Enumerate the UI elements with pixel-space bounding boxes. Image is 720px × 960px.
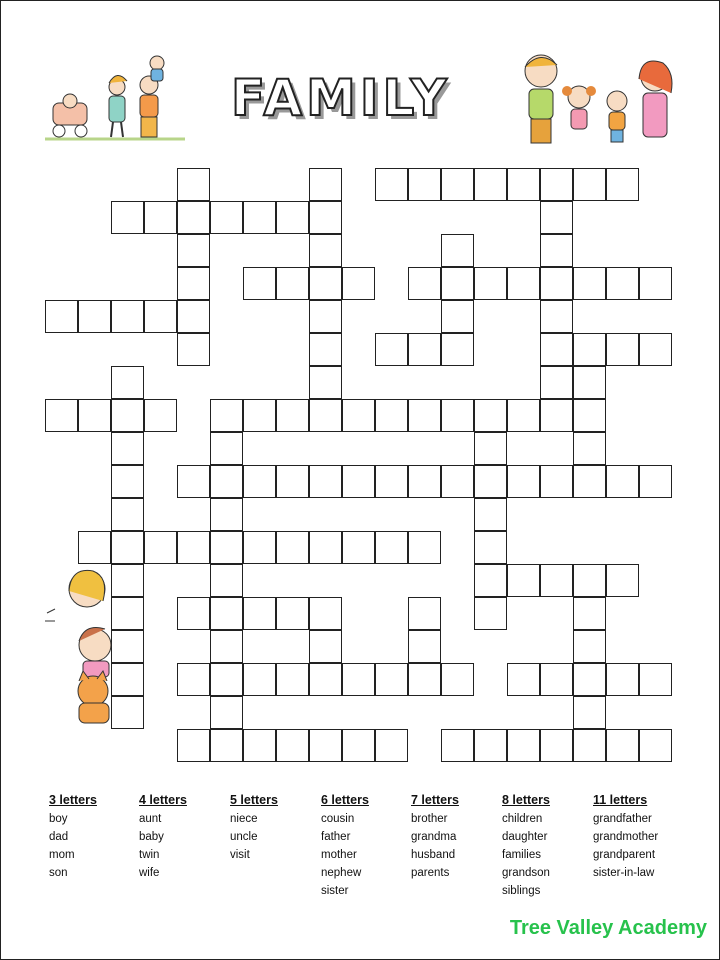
crossword-cell[interactable]: [441, 663, 474, 696]
crossword-cell[interactable]: [474, 531, 507, 564]
crossword-cell[interactable]: [408, 333, 441, 366]
crossword-cell[interactable]: [210, 531, 243, 564]
crossword-cell[interactable]: [210, 564, 243, 597]
crossword-cell[interactable]: [276, 597, 309, 630]
crossword-cell[interactable]: [573, 333, 606, 366]
crossword-cell[interactable]: [408, 630, 441, 663]
crossword-cell[interactable]: [441, 300, 474, 333]
crossword-cell[interactable]: [408, 399, 441, 432]
crossword-cell[interactable]: [243, 597, 276, 630]
crossword-cell[interactable]: [342, 729, 375, 762]
crossword-cell[interactable]: [78, 399, 111, 432]
crossword-cell[interactable]: [276, 201, 309, 234]
word-bank-word: cousin: [321, 813, 355, 825]
word-bank-heading: 3 letters: [49, 793, 97, 807]
crossword-cell[interactable]: [441, 267, 474, 300]
word-bank-word: dad: [49, 831, 69, 843]
crossword-cell[interactable]: [573, 465, 606, 498]
crossword-cell[interactable]: [639, 729, 672, 762]
crossword-cell[interactable]: [540, 729, 573, 762]
crossword-cell[interactable]: [375, 531, 408, 564]
crossword-cell[interactable]: [375, 333, 408, 366]
word-bank-column: [321, 793, 411, 900]
crossword-cell[interactable]: [375, 663, 408, 696]
word-bank-column: [593, 793, 703, 882]
crossword-cell[interactable]: [639, 465, 672, 498]
crossword-cell[interactable]: [111, 696, 144, 729]
crossword-cell[interactable]: [540, 663, 573, 696]
crossword-cell[interactable]: [210, 696, 243, 729]
crossword-cell[interactable]: [210, 465, 243, 498]
crossword-cell[interactable]: [210, 630, 243, 663]
word-bank-heading: 6 letters: [321, 793, 369, 807]
crossword-cell[interactable]: [375, 465, 408, 498]
crossword-cell[interactable]: [408, 531, 441, 564]
crossword-cell[interactable]: [474, 168, 507, 201]
crossword-cell[interactable]: [210, 729, 243, 762]
word-bank-heading: 8 letters: [502, 793, 550, 807]
crossword-cell[interactable]: [507, 168, 540, 201]
word-bank-word: grandmother: [593, 831, 659, 843]
word-bank-word: uncle: [230, 831, 258, 843]
crossword-cell[interactable]: [606, 564, 639, 597]
crossword-cell[interactable]: [507, 564, 540, 597]
crossword-cell[interactable]: [639, 333, 672, 366]
crossword-cell[interactable]: [111, 399, 144, 432]
word-bank-word: families: [502, 849, 541, 861]
crossword-cell[interactable]: [177, 300, 210, 333]
crossword-cell[interactable]: [309, 729, 342, 762]
crossword-cell[interactable]: [540, 465, 573, 498]
word-bank-word: grandparent: [593, 849, 656, 861]
crossword-cell[interactable]: [309, 663, 342, 696]
word-bank-heading: 5 letters: [230, 793, 278, 807]
crossword-cell[interactable]: [111, 597, 144, 630]
crossword-cell[interactable]: [144, 531, 177, 564]
crossword-cell[interactable]: [342, 267, 375, 300]
crossword-cell[interactable]: [177, 729, 210, 762]
crossword-cell[interactable]: [573, 399, 606, 432]
crossword-cell[interactable]: [309, 333, 342, 366]
crossword-cell[interactable]: [474, 729, 507, 762]
crossword-cell[interactable]: [606, 267, 639, 300]
crossword-cell[interactable]: [177, 267, 210, 300]
crossword-cell[interactable]: [276, 663, 309, 696]
crossword-cell[interactable]: [210, 399, 243, 432]
word-bank-word: father: [321, 831, 351, 843]
crossword-cell[interactable]: [573, 432, 606, 465]
word-bank-column: [230, 793, 320, 864]
crossword-cell[interactable]: [573, 366, 606, 399]
crossword-cell[interactable]: [540, 234, 573, 267]
crossword-cell[interactable]: [375, 168, 408, 201]
word-bank-word: aunt: [139, 813, 162, 825]
word-bank-word: grandma: [411, 831, 457, 843]
word-bank-word: parents: [411, 867, 450, 879]
word-bank-word: twin: [139, 849, 160, 861]
word-bank-word: visit: [230, 849, 250, 861]
crossword-cell[interactable]: [573, 168, 606, 201]
crossword-cell[interactable]: [408, 465, 441, 498]
crossword-cell[interactable]: [111, 663, 144, 696]
crossword-cell[interactable]: [540, 333, 573, 366]
crossword-cell[interactable]: [540, 366, 573, 399]
page-title: FAMILY: [231, 69, 451, 127]
word-bank-word: baby: [139, 831, 164, 843]
crossword-cell[interactable]: [639, 663, 672, 696]
crossword-cell[interactable]: [309, 267, 342, 300]
crossword-cell[interactable]: [243, 267, 276, 300]
crossword-cell[interactable]: [309, 597, 342, 630]
word-bank-word: grandson: [502, 867, 550, 879]
word-bank-heading: 7 letters: [411, 793, 459, 807]
crossword-cell[interactable]: [408, 597, 441, 630]
crossword-cell[interactable]: [78, 300, 111, 333]
crossword-cell[interactable]: [507, 465, 540, 498]
crossword-cell[interactable]: [210, 432, 243, 465]
crossword-cell[interactable]: [408, 663, 441, 696]
crossword-cell[interactable]: [177, 201, 210, 234]
word-bank-word: mother: [321, 849, 357, 861]
crossword-cell[interactable]: [375, 729, 408, 762]
word-bank-word: sister-in-law: [593, 867, 655, 879]
crossword-cell[interactable]: [540, 399, 573, 432]
crossword-cell[interactable]: [309, 531, 342, 564]
crossword-cell[interactable]: [144, 201, 177, 234]
crossword-cell[interactable]: [309, 399, 342, 432]
word-bank-word: son: [49, 867, 68, 879]
crossword-cell[interactable]: [507, 267, 540, 300]
crossword-cell[interactable]: [276, 465, 309, 498]
word-bank-heading: 11 letters: [593, 793, 648, 807]
crossword-cell[interactable]: [507, 663, 540, 696]
crossword-cell[interactable]: [342, 663, 375, 696]
crossword-cell[interactable]: [210, 498, 243, 531]
crossword-cell[interactable]: [606, 729, 639, 762]
crossword-cell[interactable]: [177, 333, 210, 366]
crossword-cell[interactable]: [45, 300, 78, 333]
crossword-cell[interactable]: [441, 168, 474, 201]
crossword-cell[interactable]: [507, 399, 540, 432]
crossword-cell[interactable]: [177, 465, 210, 498]
crossword-cell[interactable]: [111, 465, 144, 498]
crossword-cell[interactable]: [309, 300, 342, 333]
crossword-cell[interactable]: [573, 696, 606, 729]
crossword-cell[interactable]: [276, 531, 309, 564]
crossword-cell[interactable]: [45, 399, 78, 432]
crossword-cell[interactable]: [276, 729, 309, 762]
crossword-cell[interactable]: [606, 663, 639, 696]
crossword-cell[interactable]: [606, 465, 639, 498]
word-bank-word: mom: [49, 849, 75, 861]
crossword-cell[interactable]: [111, 201, 144, 234]
crossword-cell[interactable]: [177, 168, 210, 201]
crossword-cell[interactable]: [309, 201, 342, 234]
crossword-cell[interactable]: [243, 201, 276, 234]
crossword-cell[interactable]: [573, 630, 606, 663]
crossword-cell[interactable]: [78, 531, 111, 564]
crossword-cell[interactable]: [474, 498, 507, 531]
crossword-cell[interactable]: [342, 465, 375, 498]
word-bank-word: wife: [139, 867, 160, 879]
crossword-cell[interactable]: [573, 729, 606, 762]
crossword-cell[interactable]: [474, 399, 507, 432]
word-bank-column: [502, 793, 592, 900]
crossword-cell[interactable]: [540, 201, 573, 234]
word-bank-word: brother: [411, 813, 448, 825]
crossword-cell[interactable]: [474, 267, 507, 300]
crossword-cell[interactable]: [408, 267, 441, 300]
crossword-cell[interactable]: [507, 729, 540, 762]
word-bank: [49, 793, 709, 903]
crossword-cell[interactable]: [639, 267, 672, 300]
crossword-cell[interactable]: [177, 663, 210, 696]
crossword-cell[interactable]: [441, 234, 474, 267]
crossword-cell[interactable]: [441, 729, 474, 762]
crossword-cell[interactable]: [210, 597, 243, 630]
word-bank-word: children: [502, 813, 543, 825]
crossword-cell[interactable]: [474, 597, 507, 630]
word-bank-heading: 4 letters: [139, 793, 187, 807]
crossword-cell[interactable]: [309, 465, 342, 498]
word-bank-word: grandfather: [593, 813, 652, 825]
word-bank-word: siblings: [502, 885, 541, 897]
crossword-cell[interactable]: [573, 267, 606, 300]
crossword-cell[interactable]: [573, 564, 606, 597]
crossword-cell[interactable]: [441, 465, 474, 498]
brand-footer: Tree Valley Academy: [509, 917, 707, 939]
crossword-cell[interactable]: [111, 498, 144, 531]
crossword-cell[interactable]: [573, 597, 606, 630]
crossword-cell[interactable]: [111, 630, 144, 663]
crossword-cell[interactable]: [210, 201, 243, 234]
word-bank-word: nephew: [321, 867, 362, 879]
word-bank-word: niece: [230, 813, 258, 825]
crossword-cell[interactable]: [375, 399, 408, 432]
crossword-cell[interactable]: [243, 729, 276, 762]
crossword-cell[interactable]: [177, 234, 210, 267]
crossword-cell[interactable]: [111, 564, 144, 597]
crossword-cell[interactable]: [243, 399, 276, 432]
crossword-cell[interactable]: [441, 333, 474, 366]
crossword-cell[interactable]: [243, 531, 276, 564]
crossword-cell[interactable]: [342, 531, 375, 564]
crossword-cell[interactable]: [177, 597, 210, 630]
crossword-cell[interactable]: [309, 630, 342, 663]
word-bank-word: sister: [321, 885, 349, 897]
word-bank-word: daughter: [502, 831, 548, 843]
word-bank-word: husband: [411, 849, 456, 861]
crossword-cell[interactable]: [474, 564, 507, 597]
children-and-cat-icon: [43, 567, 113, 727]
crossword-cell[interactable]: [111, 531, 144, 564]
crossword-cell[interactable]: [144, 399, 177, 432]
crossword-cell[interactable]: [309, 234, 342, 267]
crossword-cell[interactable]: [408, 168, 441, 201]
crossword-cell[interactable]: [540, 168, 573, 201]
crossword-cell[interactable]: [540, 564, 573, 597]
crossword-cell[interactable]: [309, 168, 342, 201]
word-bank-column: [139, 793, 229, 882]
crossword-cell[interactable]: [441, 399, 474, 432]
crossword-cell[interactable]: [606, 168, 639, 201]
crossword-cell[interactable]: [111, 300, 144, 333]
crossword-cell[interactable]: [540, 300, 573, 333]
crossword-cell[interactable]: [309, 366, 342, 399]
word-bank-column: [49, 793, 139, 882]
crossword-cell[interactable]: [243, 663, 276, 696]
word-bank-column: [411, 793, 501, 882]
crossword-cell[interactable]: [111, 366, 144, 399]
crossword-cell[interactable]: [474, 465, 507, 498]
crossword-cell[interactable]: [111, 432, 144, 465]
crossword-cell[interactable]: [276, 399, 309, 432]
word-bank-word: boy: [49, 813, 68, 825]
crossword-cell[interactable]: [144, 300, 177, 333]
crossword-cell[interactable]: [276, 267, 309, 300]
crossword-cell[interactable]: [177, 531, 210, 564]
crossword-cell[interactable]: [573, 663, 606, 696]
crossword-cell[interactable]: [243, 465, 276, 498]
crossword-cell[interactable]: [540, 267, 573, 300]
crossword-cell[interactable]: [474, 432, 507, 465]
crossword-cell[interactable]: [210, 663, 243, 696]
crossword-cell[interactable]: [606, 333, 639, 366]
crossword-cell[interactable]: [342, 399, 375, 432]
